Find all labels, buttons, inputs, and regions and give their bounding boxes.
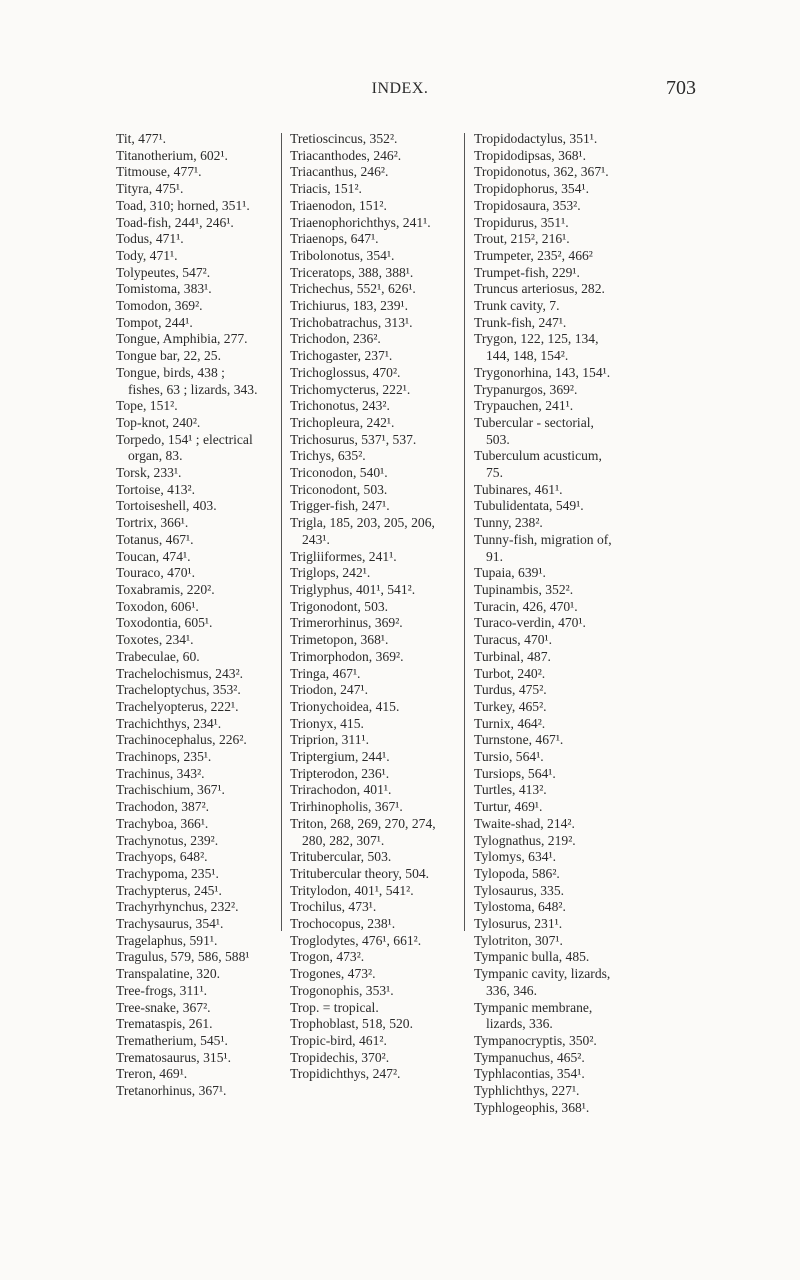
- index-entry: Transpalatine, 320.: [116, 966, 221, 982]
- index-entry: Triaenops, 647¹.: [290, 231, 379, 247]
- index-entry: Tritubercular, 503.: [290, 849, 392, 865]
- index-entry: Trachodon, 387².: [116, 799, 210, 815]
- index-entry: Trygon, 122, 125, 134, 144, 148, 154².: [474, 331, 599, 364]
- column-divider: [464, 133, 465, 931]
- index-entry: Tortoise, 413².: [116, 481, 196, 497]
- index-entry: Tompot, 244¹.: [116, 314, 193, 330]
- index-entry: Tropidonotus, 362, 367¹.: [474, 164, 609, 180]
- index-entry: Trochocopus, 238¹.: [290, 916, 396, 932]
- index-entry: Tritubercular theory, 504.: [290, 865, 430, 881]
- index-entry: Toxotes, 234¹.: [116, 632, 194, 648]
- index-entry: Triptergium, 244¹.: [290, 749, 390, 765]
- index-entry: Torpedo, 154¹ ; electrical organ, 83.: [116, 431, 253, 464]
- index-entry: Trumpeter, 235², 466²: [474, 247, 593, 263]
- index-entry: Toad, 310; horned, 351¹.: [116, 197, 250, 213]
- index-entry: Turbinal, 487.: [474, 648, 551, 664]
- index-entry: Tympanuchus, 465².: [474, 1049, 585, 1065]
- index-entry: Tupaia, 639¹.: [474, 565, 546, 581]
- index-entry: Trematherium, 545¹.: [116, 1032, 228, 1048]
- index-entry: Tragulus, 579, 586, 588¹: [116, 949, 250, 965]
- index-entry: Trachinops, 235¹.: [116, 749, 212, 765]
- index-entry: Typhlogeophis, 368¹.: [474, 1099, 590, 1115]
- index-entry: Turkey, 465².: [474, 698, 547, 714]
- index-entry: Triaenophorichthys, 241¹.: [290, 214, 431, 230]
- index-entry: Triglyphus, 401¹, 541².: [290, 581, 416, 597]
- index-entry: Tubulidentata, 549¹.: [474, 498, 584, 514]
- index-entry: Trophoblast, 518, 520.: [290, 1016, 413, 1032]
- index-entry: Turacus, 470¹.: [474, 632, 552, 648]
- index-entry: Trypauchen, 241¹.: [474, 398, 574, 414]
- index-entry: Tretioscincus, 352².: [290, 131, 398, 146]
- index-entry: Triacanthus, 246².: [290, 164, 389, 180]
- index-entry: Tylostoma, 648².: [474, 899, 566, 915]
- index-entry: Trionychoidea, 415.: [290, 698, 400, 714]
- index-entry: Tylomys, 634¹.: [474, 849, 557, 865]
- index-entry: Tracheloptychus, 353².: [116, 682, 241, 698]
- index-entry: Tursiops, 564¹.: [474, 765, 556, 781]
- index-entry: Trichodon, 236².: [290, 331, 381, 347]
- index-entry: Tropidophorus, 354¹.: [474, 181, 589, 197]
- index-entry: Turaco-verdin, 470¹.: [474, 615, 586, 631]
- index-entry: Trichosurus, 537¹, 537.: [290, 431, 417, 447]
- index-entry: Triconodon, 540¹.: [290, 465, 388, 481]
- index-entry: Tympanic cavity, lizards, 336, 346.: [474, 966, 611, 998]
- index-entry: Tortoiseshell, 403.: [116, 498, 217, 514]
- index-entry: Trimorphodon, 369².: [290, 648, 404, 664]
- index-entry: Trimetopon, 368¹.: [290, 632, 389, 648]
- index-entry: Totanus, 467¹.: [116, 531, 194, 547]
- index-entry: Trogon, 473².: [290, 949, 365, 965]
- index-entry: Triconodont, 503.: [290, 481, 388, 497]
- index-entry: Turnix, 464².: [474, 715, 546, 731]
- index-entry: Trogones, 473².: [290, 966, 376, 982]
- index-entry: Toad-fish, 244¹, 246¹.: [116, 214, 234, 230]
- index-entry: Tylopoda, 586².: [474, 865, 560, 881]
- index-entry: Trumpet-fish, 229¹.: [474, 264, 580, 280]
- index-entry: Triodon, 247¹.: [290, 682, 368, 698]
- index-entry: Triton, 268, 269, 270, 274, 280, 282, 307¹.: [290, 815, 436, 848]
- column-divider: [281, 133, 282, 931]
- index-entry: Trachypoma, 235¹.: [116, 865, 219, 881]
- index-entry: Tongue bar, 22, 25.: [116, 348, 221, 364]
- index-entry: Trigliiformes, 241¹.: [290, 548, 397, 564]
- index-entry: Triaenodon, 151².: [290, 197, 387, 213]
- index-entry: Tragelaphus, 591¹.: [116, 932, 218, 948]
- index-entry: Trachypterus, 245¹.: [116, 882, 222, 898]
- index-entry: Trionyx, 415.: [290, 715, 364, 731]
- index-entry: Tylotriton, 307¹.: [474, 932, 563, 948]
- index-entry: Turdus, 475².: [474, 682, 547, 698]
- index-entry: Tit, 477¹.: [116, 131, 167, 146]
- index-entry: Tomistoma, 383¹.: [116, 281, 212, 297]
- index-entry: Triglops, 242¹.: [290, 565, 371, 581]
- index-entry: Toxodontia, 605¹.: [116, 615, 213, 631]
- index-entry: Trigger-fish, 247¹.: [290, 498, 390, 514]
- index-entry: Triceratops, 388, 388¹.: [290, 264, 414, 280]
- index-entry: Tropidechis, 370².: [290, 1049, 390, 1065]
- index-entry: Trochilus, 473¹.: [290, 899, 377, 915]
- index-entry: Tunny-fish, migration of, 91.: [474, 531, 612, 564]
- index-entry: Trichonotus, 243².: [290, 398, 390, 414]
- index-entry: Tylognathus, 219².: [474, 832, 576, 848]
- index-entry: Tortrix, 366¹.: [116, 515, 189, 531]
- index-entry: Treron, 469¹.: [116, 1066, 188, 1082]
- index-entry: Tympanic membrane, lizards, 336.: [474, 999, 593, 1032]
- index-entry: Triprion, 311¹.: [290, 732, 369, 748]
- index-entry: Trachischium, 367¹.: [116, 782, 225, 798]
- index-entry: Tropic-bird, 461².: [290, 1032, 387, 1048]
- index-entry: Tityra, 475¹.: [116, 181, 184, 197]
- index-entry: Trachysaurus, 354¹.: [116, 916, 224, 932]
- index-entry: Trachinus, 343².: [116, 765, 205, 781]
- index-entry: Troglodytes, 476¹, 661².: [290, 932, 422, 948]
- index-entry: Tropidurus, 351¹.: [474, 214, 569, 230]
- index-entry: Trygonorhina, 143, 154¹.: [474, 364, 611, 380]
- index-entry: Trogonophis, 353¹.: [290, 982, 394, 998]
- page-number: 703: [666, 77, 696, 99]
- index-entry: Tree-snake, 367².: [116, 999, 211, 1015]
- index-entry: Tripterodon, 236¹.: [290, 765, 390, 781]
- index-entry: Tuberculum acusticum, 75.: [474, 448, 602, 481]
- index-entry: Tylosaurus, 335.: [474, 882, 565, 898]
- index-entry: Tropidodactylus, 351¹.: [474, 131, 598, 146]
- index-entry: Trichogaster, 237¹.: [290, 348, 393, 364]
- index-entry: Tympanocryptis, 350².: [474, 1032, 597, 1048]
- index-entry: Twaite-shad, 214².: [474, 815, 575, 831]
- index-entry: Todus, 471¹.: [116, 231, 184, 247]
- index-entry: Tursio, 564¹.: [474, 749, 544, 765]
- index-entry: Triacis, 151².: [290, 181, 362, 197]
- index-entry: Trichiurus, 183, 239¹.: [290, 298, 408, 314]
- index-entry: Toxodon, 606¹.: [116, 598, 199, 614]
- index-entry: Trachinocephalus, 226².: [116, 732, 247, 748]
- index-entry: Tubinares, 461¹.: [474, 481, 563, 497]
- index-entry: Turacin, 426, 470¹.: [474, 598, 578, 614]
- index-entry: Trunk cavity, 7.: [474, 298, 560, 314]
- index-entry: Tringa, 467¹.: [290, 665, 361, 681]
- index-entry: Tody, 471¹.: [116, 247, 178, 263]
- index-entry: Titanotherium, 602¹.: [116, 147, 228, 163]
- index-entry: Tope, 151².: [116, 398, 178, 414]
- index-entry: Truncus arteriosus, 282.: [474, 281, 605, 297]
- index-entry: Tritylodon, 401¹, 541².: [290, 882, 414, 898]
- index-entry: Typhlichthys, 227¹.: [474, 1083, 580, 1099]
- index-entry: Tylosurus, 231¹.: [474, 916, 563, 932]
- index-entry: Trachelochismus, 243².: [116, 665, 244, 681]
- index-entry: Trachichthys, 234¹.: [116, 715, 222, 731]
- index-entry: Tubercular - sectorial, 503.: [474, 414, 594, 447]
- index-entry: Tupinambis, 352².: [474, 581, 574, 597]
- index-entry: Tomodon, 369².: [116, 298, 203, 314]
- index-entry: Tolypeutes, 547².: [116, 264, 211, 280]
- index-entry: Tree-frogs, 311¹.: [116, 982, 208, 998]
- index-entry: Trachelyopterus, 222¹.: [116, 698, 239, 714]
- index-entry: Trichopleura, 242¹.: [290, 414, 395, 430]
- index-entry: Tribolonotus, 354¹.: [290, 247, 395, 263]
- index-entry: Trichechus, 552¹, 626¹.: [290, 281, 416, 297]
- index-entry: Tretanorhinus, 367¹.: [116, 1083, 227, 1099]
- index-entry: Trunk-fish, 247¹.: [474, 314, 567, 330]
- index-entry: Trachynotus, 239².: [116, 832, 219, 848]
- index-entry: Trypanurgos, 369².: [474, 381, 578, 397]
- index-column-1: [116, 131, 258, 1100]
- index-entry: Turbot, 240².: [474, 665, 546, 681]
- index-entry: Trirhinopholis, 367¹.: [290, 799, 403, 815]
- index-entry: Typhlacontias, 354¹.: [474, 1066, 585, 1082]
- index-entry: Toucan, 474¹.: [116, 548, 191, 564]
- index-entry: Titmouse, 477¹.: [116, 164, 202, 180]
- index-column-2: [290, 131, 436, 1083]
- index-entry: Tremataspis, 261.: [116, 1016, 213, 1032]
- index-entry: Trop. = tropical.: [290, 999, 379, 1015]
- index-entry: Turnstone, 467¹.: [474, 732, 564, 748]
- index-entry: Trachyrhynchus, 232².: [116, 899, 239, 915]
- index-entry: Touraco, 470¹.: [116, 565, 195, 581]
- index-entry: Trichomycterus, 222¹.: [290, 381, 411, 397]
- index-entry: Trematosaurus, 315¹.: [116, 1049, 231, 1065]
- index-entry: Trichys, 635².: [290, 448, 366, 464]
- index-entry: Trimerorhinus, 369².: [290, 615, 403, 631]
- index-entry: Trachyops, 648².: [116, 849, 208, 865]
- index-entry: Trout, 215², 216¹.: [474, 231, 570, 247]
- index-entry: Trachyboa, 366¹.: [116, 815, 209, 831]
- index-entry: Top-knot, 240².: [116, 414, 201, 430]
- page-title: INDEX.: [371, 80, 429, 97]
- index-entry: Tongue, birds, 438 ; fishes, 63 ; lizards, 343.: [116, 364, 258, 397]
- index-entry: Toxabramis, 220².: [116, 581, 215, 597]
- index-entry: Trichobatrachus, 313¹.: [290, 314, 413, 330]
- index-entry: Tropidodipsas, 368¹.: [474, 147, 586, 163]
- page-header: [0, 77, 800, 104]
- index-entry: Trigla, 185, 203, 205, 206, 243¹.: [290, 515, 435, 547]
- index-entry: Tongue, Amphibia, 277.: [116, 331, 248, 347]
- index-entry: Trabeculae, 60.: [116, 648, 200, 664]
- index-entry: Trigonodont, 503.: [290, 598, 389, 614]
- index-entry: Torsk, 233¹.: [116, 465, 182, 481]
- index-entry: Turtur, 469¹.: [474, 799, 543, 815]
- index-entry: Tunny, 238².: [474, 515, 543, 531]
- index-entry: Trirachodon, 401¹.: [290, 782, 392, 798]
- index-entry: Tropidichthys, 247².: [290, 1066, 401, 1082]
- index-entry: Turtles, 413².: [474, 782, 547, 798]
- index-entry: Trichoglossus, 470².: [290, 364, 401, 380]
- index-entry: Tropidosaura, 353².: [474, 197, 581, 213]
- index-column-3: [474, 131, 620, 1116]
- index-entry: Triacanthodes, 246².: [290, 147, 402, 163]
- index-entry: Tympanic bulla, 485.: [474, 949, 590, 965]
